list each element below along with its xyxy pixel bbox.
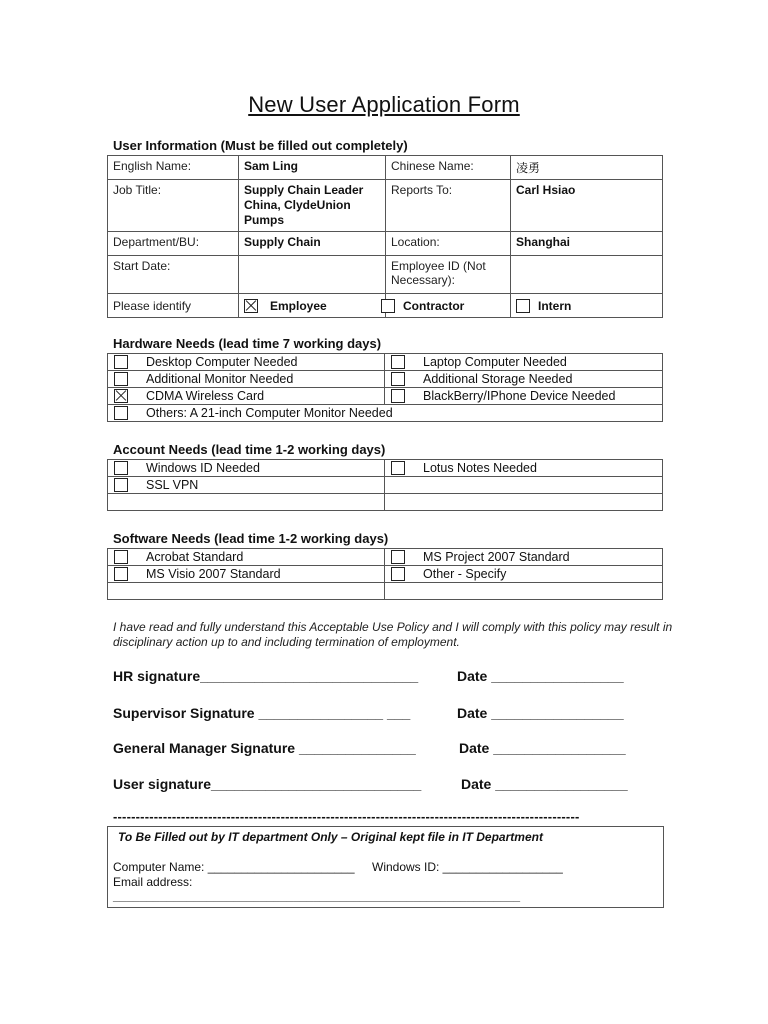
others-checkbox[interactable] bbox=[114, 406, 128, 420]
chinese-name-label: Chinese Name: bbox=[386, 156, 511, 180]
hardware-storage-item[interactable] bbox=[385, 372, 662, 386]
monitor-checkbox[interactable] bbox=[114, 372, 128, 386]
account-vpn-item[interactable] bbox=[108, 478, 384, 492]
form-title: New User Application Form bbox=[248, 92, 520, 117]
other-checkbox[interactable] bbox=[391, 567, 405, 581]
intern-checkbox[interactable] bbox=[516, 299, 530, 313]
software-other-item[interactable] bbox=[385, 567, 662, 581]
account-heading: Account Needs (lead time 1-2 working days) bbox=[113, 442, 386, 457]
laptop-label: Laptop Computer Needed bbox=[423, 355, 567, 369]
email-address-label: Email address: bbox=[113, 875, 193, 889]
software-project-item[interactable] bbox=[385, 550, 662, 564]
others-label: Others: A 21-inch Computer Monitor Needed bbox=[146, 406, 393, 420]
department-value[interactable]: Supply Chain bbox=[239, 232, 386, 256]
account-empty-cell bbox=[385, 477, 663, 494]
other-label: Other - Specify bbox=[423, 567, 507, 581]
it-department-box bbox=[107, 826, 664, 908]
windows-id-checkbox[interactable] bbox=[114, 461, 128, 475]
cdma-checkbox[interactable] bbox=[114, 389, 128, 403]
vpn-label: SSL VPN bbox=[146, 478, 199, 492]
blackberry-checkbox[interactable] bbox=[391, 389, 405, 403]
hr-date-line[interactable]: Date _________________ bbox=[457, 668, 624, 684]
desktop-label: Desktop Computer Needed bbox=[146, 355, 298, 369]
hardware-desktop-item[interactable] bbox=[108, 355, 384, 369]
chinese-name-value[interactable]: 凌勇 bbox=[511, 156, 663, 180]
software-table bbox=[107, 548, 663, 600]
identify-label: Please identify bbox=[108, 294, 239, 318]
hardware-cdma-item[interactable] bbox=[108, 389, 384, 403]
english-name-label: English Name: bbox=[108, 156, 239, 180]
identify-intern-cell[interactable] bbox=[511, 294, 663, 318]
monitor-label: Additional Monitor Needed bbox=[146, 372, 294, 386]
account-lotus-item[interactable] bbox=[385, 461, 662, 475]
hardware-blackberry-item[interactable] bbox=[385, 389, 662, 403]
employee-option-label: Employee bbox=[270, 298, 327, 313]
location-label: Location: bbox=[386, 232, 511, 256]
employee-id-value[interactable] bbox=[511, 256, 663, 294]
separator-line: ------------------------------------------------------------------------------------------------------- bbox=[113, 809, 580, 824]
lotus-label: Lotus Notes Needed bbox=[423, 461, 537, 475]
user-info-heading: User Information (Must be filled out completely) bbox=[113, 138, 408, 153]
account-table bbox=[107, 459, 663, 511]
reports-to-label: Reports To: bbox=[386, 180, 511, 232]
acrobat-checkbox[interactable] bbox=[114, 550, 128, 564]
software-blank-row-left[interactable] bbox=[108, 583, 385, 600]
cdma-label: CDMA Wireless Card bbox=[146, 389, 265, 403]
policy-statement: I have read and fully understand this Acceptable Use Policy and I will comply with this policy may result in disciplinary action up to and including termination of employment. bbox=[113, 620, 673, 649]
laptop-checkbox[interactable] bbox=[391, 355, 405, 369]
hardware-laptop-item[interactable] bbox=[385, 355, 662, 369]
account-blank-row-right[interactable] bbox=[385, 494, 663, 511]
computer-name-field[interactable]: Computer Name: ______________________ bbox=[113, 860, 355, 874]
location-value[interactable]: Shanghai bbox=[511, 232, 663, 256]
start-date-value[interactable] bbox=[239, 256, 386, 294]
account-windows-item[interactable] bbox=[108, 461, 384, 475]
user-signature-line[interactable]: User signature___________________________ bbox=[113, 776, 422, 792]
project-checkbox[interactable] bbox=[391, 550, 405, 564]
hardware-others-item[interactable] bbox=[108, 406, 662, 420]
gm-signature-line[interactable]: General Manager Signature _______________ bbox=[113, 740, 416, 756]
employee-checkbox[interactable] bbox=[244, 299, 258, 313]
software-blank-row-right[interactable] bbox=[385, 583, 663, 600]
supervisor-signature-line[interactable]: Supervisor Signature ________________ ___ bbox=[113, 705, 411, 721]
english-name-value[interactable]: Sam Ling bbox=[239, 156, 386, 180]
contractor-checkbox[interactable] bbox=[381, 299, 395, 313]
hr-signature-line[interactable]: HR signature____________________________ bbox=[113, 668, 419, 684]
lotus-checkbox[interactable] bbox=[391, 461, 405, 475]
user-info-table bbox=[107, 155, 663, 318]
supervisor-date-line[interactable]: Date _________________ bbox=[457, 705, 624, 721]
it-section-heading: To Be Filled out by IT department Only – Original kept file in IT Department bbox=[118, 830, 543, 844]
desktop-checkbox[interactable] bbox=[114, 355, 128, 369]
visio-checkbox[interactable] bbox=[114, 567, 128, 581]
identify-employee-cell[interactable] bbox=[239, 294, 386, 318]
visio-label: MS Visio 2007 Standard bbox=[146, 567, 281, 581]
vpn-checkbox[interactable] bbox=[114, 478, 128, 492]
hardware-table bbox=[107, 353, 663, 422]
hardware-heading: Hardware Needs (lead time 7 working days) bbox=[113, 336, 382, 351]
windows-id-field[interactable]: Windows ID: __________________ bbox=[372, 860, 563, 874]
windows-id-label: Windows ID Needed bbox=[146, 461, 260, 475]
job-title-label: Job Title: bbox=[108, 180, 239, 232]
reports-to-value[interactable]: Carl Hsiao bbox=[511, 180, 663, 232]
employee-id-label: Employee ID (Not Necessary): bbox=[386, 256, 511, 294]
hardware-monitor-item[interactable] bbox=[108, 372, 384, 386]
software-visio-item[interactable] bbox=[108, 567, 384, 581]
software-heading: Software Needs (lead time 1-2 working days) bbox=[113, 531, 389, 546]
project-label: MS Project 2007 Standard bbox=[423, 550, 570, 564]
job-title-value[interactable]: Supply Chain Leader China, ClydeUnion Pumps bbox=[239, 180, 386, 232]
user-date-line[interactable]: Date _________________ bbox=[461, 776, 628, 792]
gm-date-line[interactable]: Date _________________ bbox=[459, 740, 626, 756]
software-acrobat-item[interactable] bbox=[108, 550, 384, 564]
storage-label: Additional Storage Needed bbox=[423, 372, 573, 386]
blackberry-label: BlackBerry/IPhone Device Needed bbox=[423, 389, 616, 403]
intern-option-label: Intern bbox=[538, 298, 572, 313]
start-date-label: Start Date: bbox=[108, 256, 239, 294]
department-label: Department/BU: bbox=[108, 232, 239, 256]
contractor-option-label: Contractor bbox=[403, 298, 465, 313]
acrobat-label: Acrobat Standard bbox=[146, 550, 244, 564]
identify-contractor-cell[interactable] bbox=[386, 294, 511, 318]
email-address-field[interactable]: _____________________________________________________________ bbox=[113, 889, 521, 903]
account-blank-row-left[interactable] bbox=[108, 494, 385, 511]
storage-checkbox[interactable] bbox=[391, 372, 405, 386]
